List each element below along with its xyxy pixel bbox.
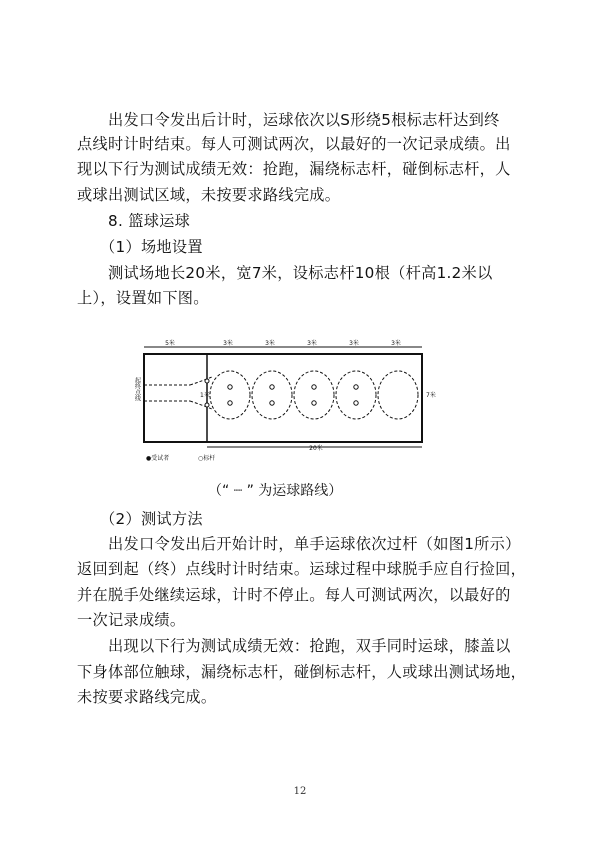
dim-label: 3米 xyxy=(223,340,233,347)
dim-label: 3米 xyxy=(391,340,401,347)
dim-label: 3米 xyxy=(307,340,317,347)
text-line: 未按要求路线完成。 xyxy=(77,688,217,706)
start-line-label: 起终点线 xyxy=(133,377,141,401)
figure-caption: （“ ┈ ” 为运球路线） xyxy=(208,483,343,499)
subsection-heading: （1）场地设置 xyxy=(100,238,203,256)
dim-label: 3米 xyxy=(349,340,359,347)
dribble-route xyxy=(144,371,418,419)
text-line: 点线时计时结束。每人可测试两次，以最好的一次记录成绩。出 xyxy=(77,135,511,153)
dim-label: 5米 xyxy=(165,340,175,347)
dim-label: 3米 xyxy=(265,340,275,347)
mid-dim-label: 1米 xyxy=(200,392,210,399)
marker-poles xyxy=(205,379,358,407)
section-heading: 8. 篮球运球 xyxy=(108,212,191,230)
legend-pole: ○标杆 xyxy=(198,455,216,462)
text-line: 并在脱手处继续运球，计时不停止。每人可测试两次，以最好的 xyxy=(77,586,511,604)
text-line: 返回到起（终）点线时计时结束。运球过程中球脱手应自行捡回， xyxy=(77,560,527,578)
page-number: 12 xyxy=(293,786,307,797)
legend-tester: ●受试者 xyxy=(146,455,170,462)
text-line: 现以下行为测试成绩无效：抢跑，漏绕标志杆，碰倒标志杆，人 xyxy=(77,160,511,178)
subsection-heading: （2）测试方法 xyxy=(100,510,203,528)
text-line: 上），设置如下图。 xyxy=(77,289,209,307)
text-line: 一次记录成绩。 xyxy=(77,611,186,629)
text-line: 测试场地长20米，宽7米，设标志杆10根（杆高1.2米以 xyxy=(108,264,493,282)
bottom-dim-label: 20米 xyxy=(309,445,323,452)
court-diagram xyxy=(130,337,440,465)
court-boundary xyxy=(144,354,422,442)
text-line: 出发口令发出后开始计时，单手运球依次过杆（如图1所示） xyxy=(108,535,521,553)
text-line: 出发口令发出后计时，运球依次以S形绕5根标志杆达到终 xyxy=(108,111,500,129)
text-line: 或球出测试区域，未按要求路线完成。 xyxy=(77,186,341,204)
right-dim-label: 7米 xyxy=(426,392,436,399)
text-line: 下身体部位触球，漏绕标志杆，碰倒标志杆，人或球出测试场地， xyxy=(77,663,527,681)
text-line: 出现以下行为测试成绩无效：抢跑，双手同时运球，膝盖以 xyxy=(108,637,511,655)
